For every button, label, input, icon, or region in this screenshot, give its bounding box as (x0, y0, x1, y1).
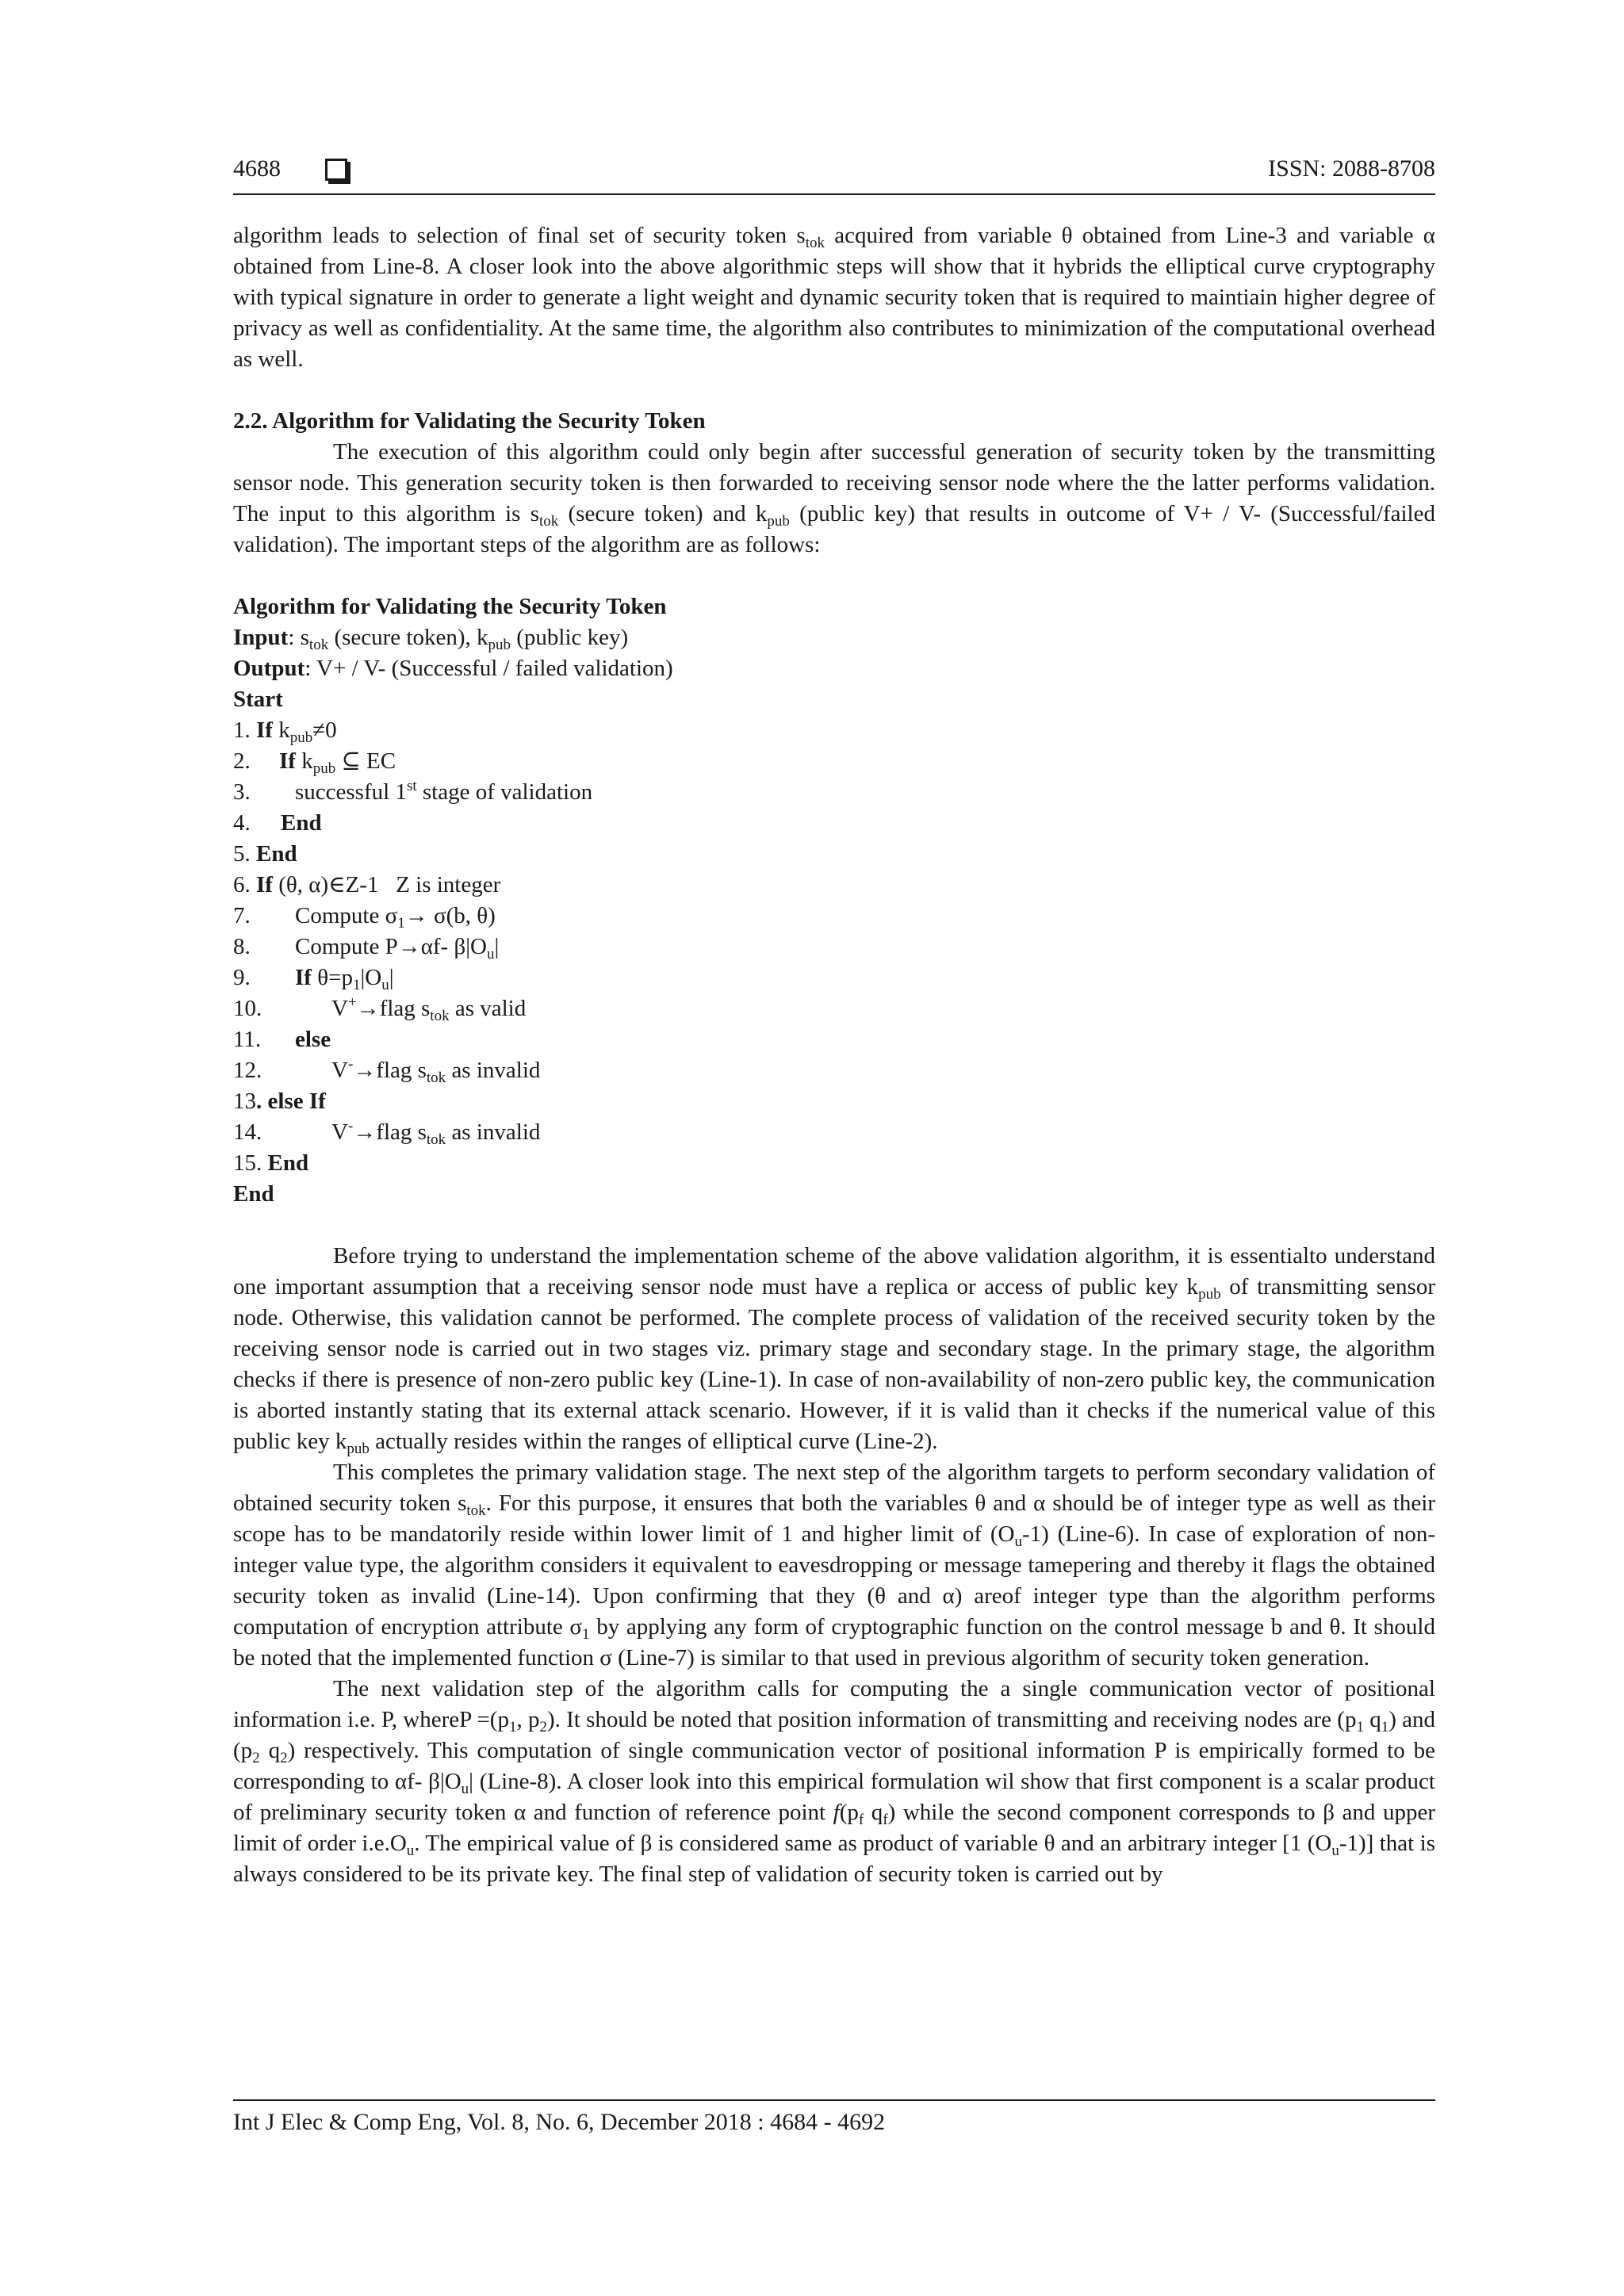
algorithm-input: Input: $s_{tok}$ (secure token), $k_{pub}$ (public key) (233, 625, 629, 653)
page-header (233, 155, 1435, 190)
algorithm-line-7: 7. Compute $\sigma_1\to \sigma(b$, θ) (233, 903, 496, 932)
checkbox-square-icon (325, 159, 347, 181)
algorithm-line-4: 4. End (233, 810, 322, 836)
paragraph-secondary-validation: This completes the primary validation stage. The next step of the algorithm targets to perform secondary validation of obtained security token $s_{tok}$. For this purpose, it ensures that both the variables θ and α should be of integer type as well as their scope has to be mandatorily reside within lower limit of 1 and higher limit of $(O_u-1)$ (Line-6). In case of exploration of non-integer value type, the algorithm considers it equivalent to eavesdropping or message tamepering and thereby it flags the obtained security token as invalid (Line-14). Upon confirming that they (θ and α) areof integer type than the algorithm performs computation of encryption attribute $\sigma_1$ by applying any form of cryptographic function on the control message b and θ. It should be noted that the implemented function σ (Line-7) is similar to that used in previous algorithm of security token generation. (233, 1460, 1436, 1670)
algorithm-line-15: 15. End (233, 1150, 309, 1176)
algorithm-line-2: 2. If $k_{pub}$ ⊆ EC (233, 748, 396, 777)
issn-label: ISSN: 2088-8708 (1268, 155, 1435, 182)
algorithm-end: End (233, 1181, 274, 1207)
paragraph-intro: algorithm leads to selection of final set of security token $s_{tok}$ acquired from variable θ obtained from Line-3 and variable α obtained from Line-8. A closer look into the above algorithmic steps will show that it hybrids the elliptical curve cryptography with typical signature in order to generate a light weight and dynamic security token that is required to maintiain higher degree of privacy as well as confidentiality. At the same time, the algorithm also contributes to minimization of the computational overhead as well. (233, 223, 1435, 372)
footer-rule (233, 2099, 1435, 2101)
algorithm-line-3: 3. successful 1st stage of validation (233, 778, 593, 805)
paragraph-section-intro: The execution of this algorithm could only begin after successful generation of security token by the transmitting sensor node. This generation security token is then forwarded to receiving sensor node where the the latter performs validation. The input to this algorithm is $s_{tok}$ (secure token) and $k_{pub}$ (public key) that results in outcome of V+ / V- (Successful/failed validation). The important steps of the algorithm are as follows: (233, 439, 1435, 557)
algorithm-listing (233, 591, 1435, 1210)
algorithm-line-14: 14. V-→flag $s_{tok}$ as invalid (233, 1118, 541, 1148)
algorithm-line-10: 10. V+→flag $s_{tok}$ as valid (233, 994, 527, 1024)
page-number: 4688 (233, 155, 281, 182)
algorithm-line-9: 9. If $\theta=p_1|O_u|$ (233, 965, 394, 993)
algorithm-line-11: 11. else (233, 1027, 331, 1052)
main-content (233, 220, 1435, 1890)
algorithm-line-8: 8. Compute P→αf- $\beta|O_u|$ (233, 934, 500, 962)
paragraph-validation-assumption: Before trying to understand the implementation scheme of the above validation algorithm, it is essentialto understand one important assumption that a receiving sensor node must have a replica or access of public key $k_{pub}$ of transmitting sensor node. Otherwise, this validation cannot be performed. The complete process of validation of the received security token by the receiving sensor node is carried out in two stages viz. primary stage and secondary stage. In the primary stage, the algorithm checks if there is presence of non-zero public key (Line-1). In case of non-availability of non-zero public key, the communication is aborted instantly stating that its external attack scenario. However, if it is valid than it checks if the numerical value of this public key $k_{pub}$ actually resides within the ranges of elliptical curve (Line-2). (233, 1243, 1435, 1457)
section-heading: 2.2. Algorithm for Validating the Security Token (233, 408, 706, 434)
algorithm-output: Output: V+ / V- (Successful / failed validation) (233, 656, 673, 681)
header-rule (233, 193, 1435, 195)
paragraph-communication-vector: The next validation step of the algorithm calls for computing the a single communication vector of positional information i.e. P, whereP $=(p_1$, $p_2$). It should be noted that position information of transmitting and receiving nodes are ($p_1$ $q_1$) and ($p_2$ $q_2$) respectively. This computation of single communication vector of positional information P is empirically formed to be corresponding to αf- $\beta|O_u|$ (Line-8). A closer look into this empirical formulation wil show that first component is a scalar product of preliminary security token α and function of reference point $f(p_f$ $q_f$) while the second component corresponds to β and upper limit of order $i.e.O_u$. The empirical value of β is considered same as product of variable θ and an arbitrary integer [1 $(O_u-1)$] that is always considered to be its private key. The final step of validation of security token is carried out by (233, 1676, 1436, 1887)
algorithm-start: Start (233, 687, 283, 712)
algorithm-line-1: 1. If $k_{pub}\ne 0$ (233, 718, 337, 746)
footer-citation: Int J Elec & Comp Eng, Vol. 8, No. 6, December 2018 : 4684 - 4692 (233, 2109, 886, 2135)
algorithm-line-5: 5. End (233, 841, 297, 867)
algorithm-title: Algorithm for Validating the Security Token (233, 594, 667, 619)
algorithm-line-13: 13. else If (233, 1089, 326, 1114)
algorithm-line-6: 6. If (θ, α)∈Z-1 Z is integer (233, 872, 501, 897)
algorithm-line-12: 12. V-→flag $s_{tok}$ as invalid (233, 1056, 541, 1086)
